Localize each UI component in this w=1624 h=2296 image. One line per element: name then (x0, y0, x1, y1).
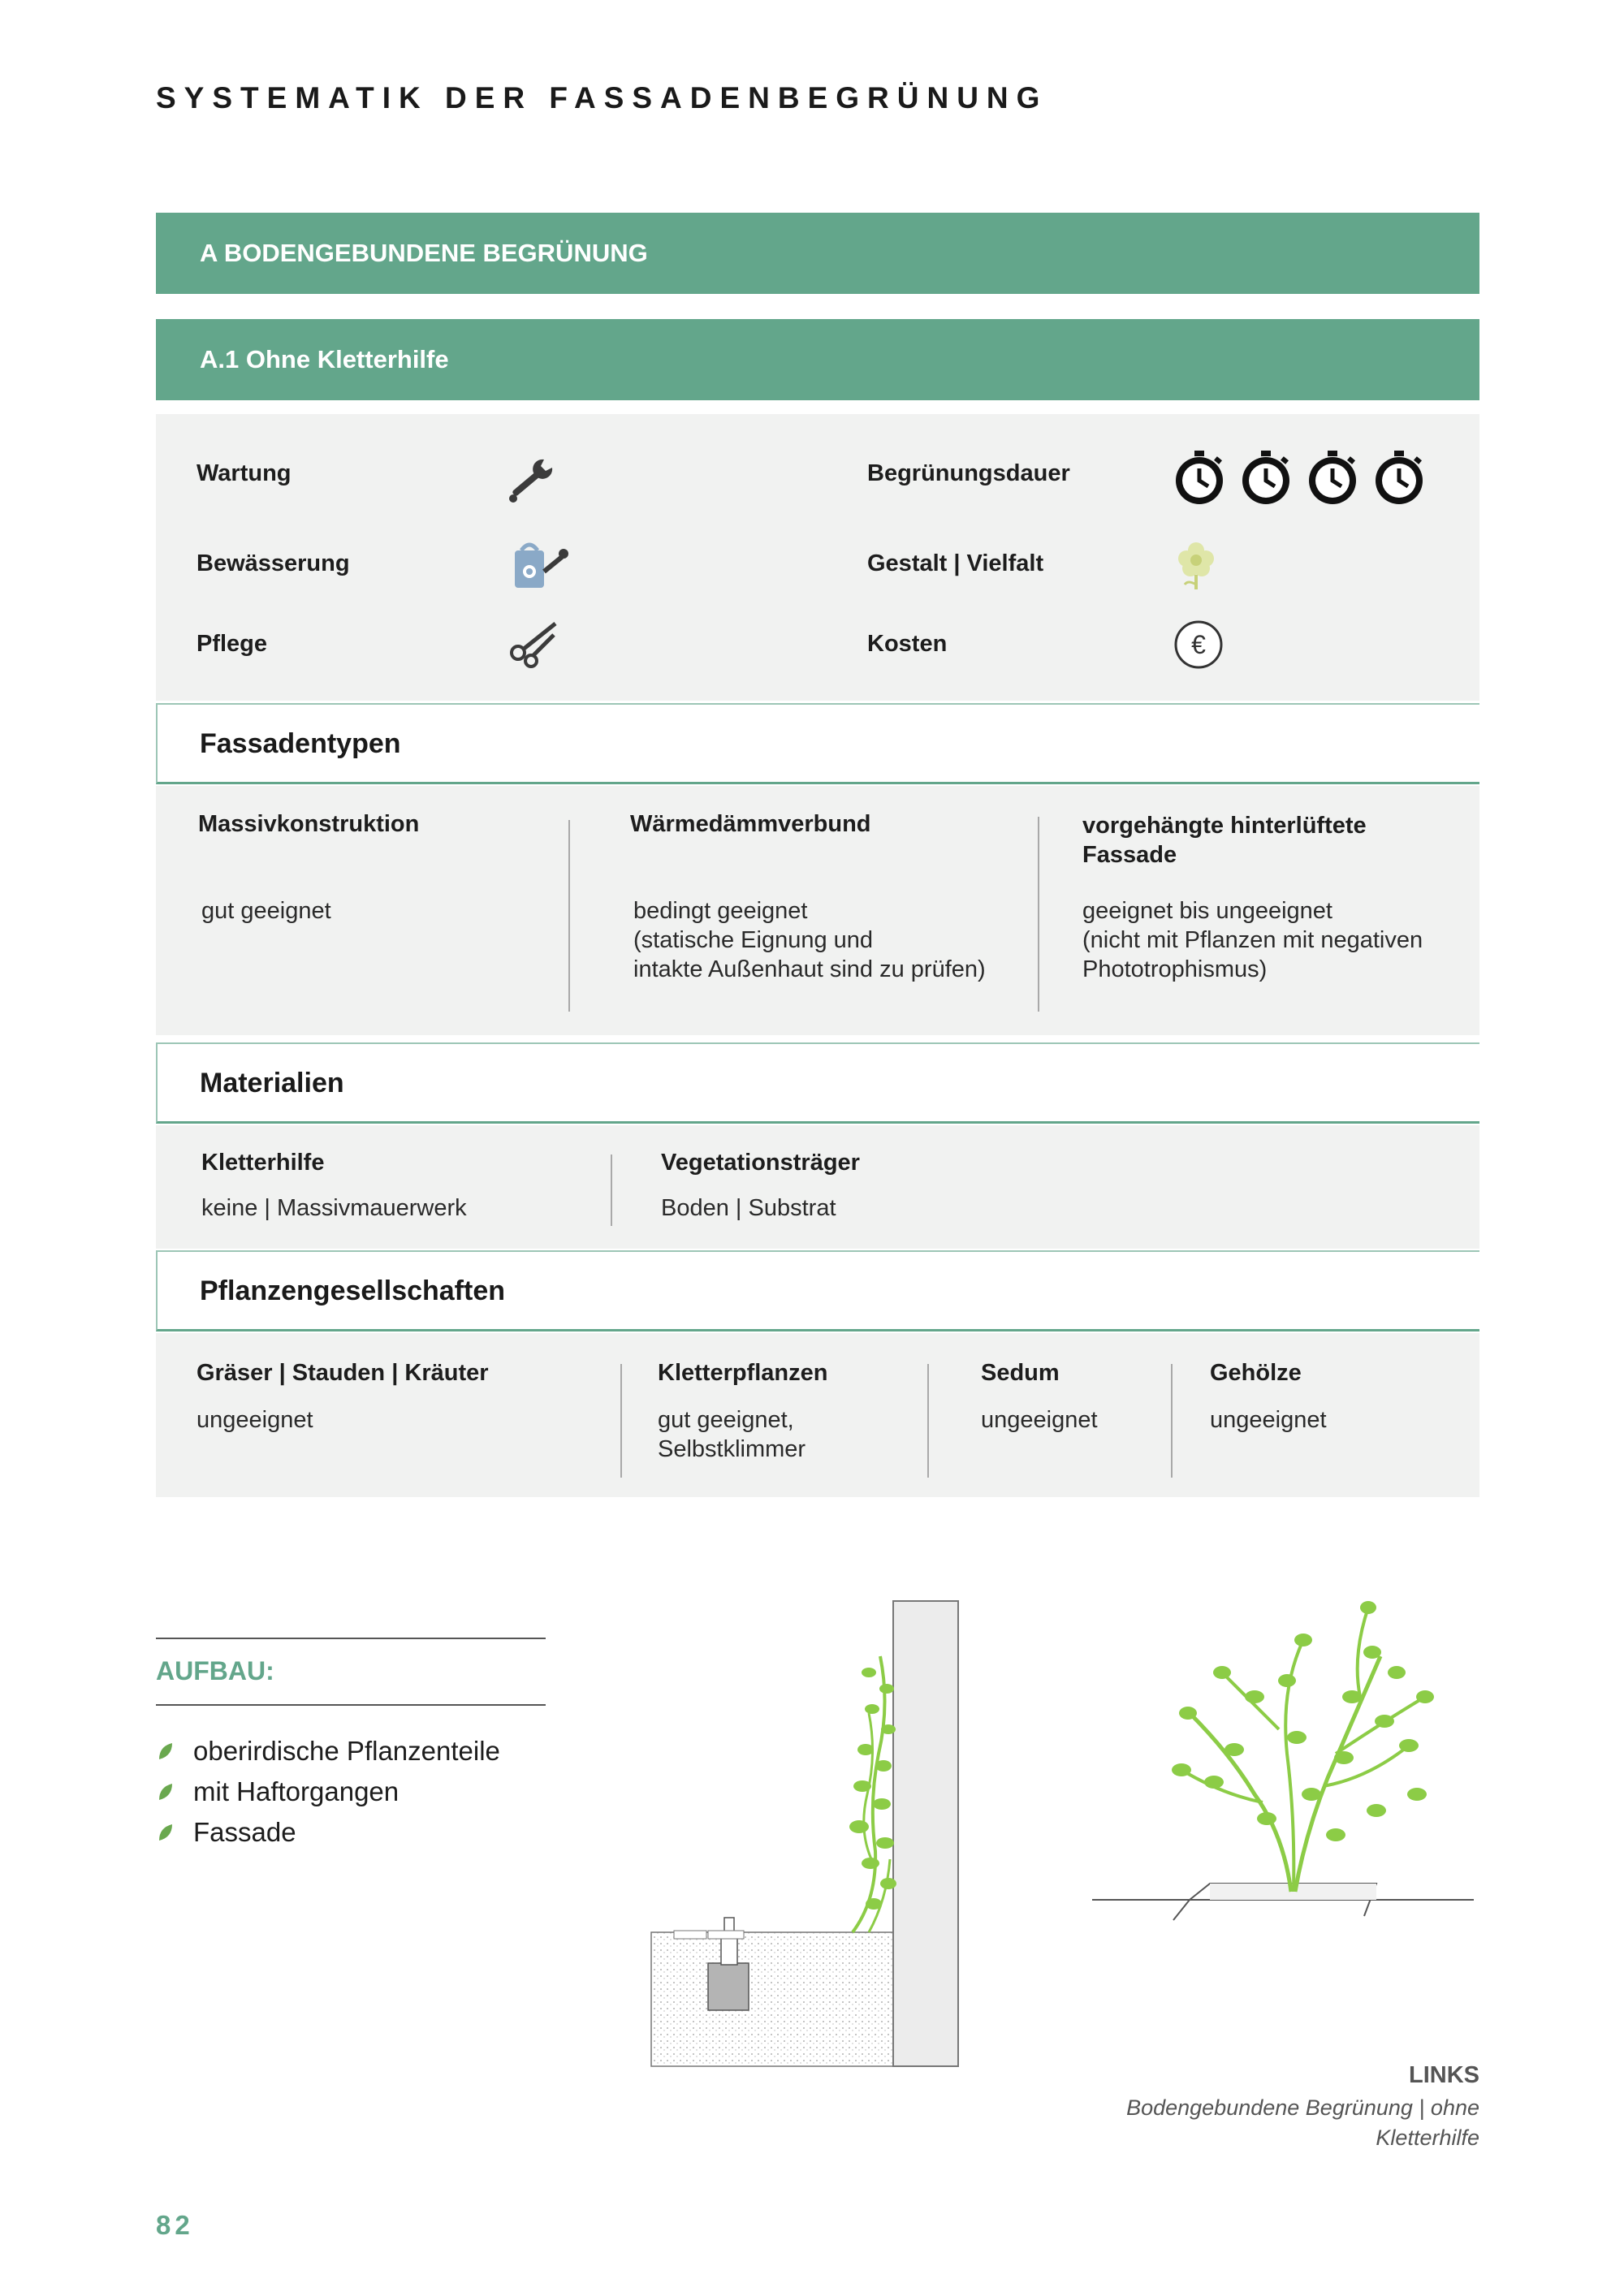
section-title-band: A BODENGEBUNDENE BEGRÜNUNG (156, 213, 1479, 294)
fassade-value-wdvs-line: (statische Eignung und (633, 927, 874, 953)
material-value-kletterhilfe: keine | Massivmauerwerk (201, 1195, 467, 1221)
flower-icon (1169, 536, 1223, 594)
rating-label-begruenungsdauer: Begrünungsdauer (867, 460, 1070, 486)
pflanzen-title-kletterpflanzen: Kletterpflanzen (658, 1360, 828, 1386)
leaf-bullet-icon (156, 1774, 174, 1810)
pflanzen-value-kletterpflanzen-line: gut geeignet, (658, 1407, 794, 1433)
pflanzen-title-sedum: Sedum (981, 1360, 1060, 1386)
watering-can-icon (512, 536, 573, 594)
pflanzen-title-graeser: Gräser | Stauden | Kräuter (197, 1360, 489, 1386)
aufbau-item-text: Fassade (193, 1817, 296, 1847)
pflanzen-value-gehoelze: ungeeignet (1210, 1407, 1327, 1433)
column-divider (927, 1364, 929, 1478)
material-title-kletterhilfe: Kletterhilfe (201, 1150, 325, 1176)
pflanzen-title-gehoelze: Gehölze (1210, 1360, 1302, 1386)
rating-label-bewaesserung: Bewässerung (197, 550, 350, 576)
column-divider (611, 1154, 612, 1226)
material-value-vegetationstraeger: Boden | Substrat (661, 1195, 836, 1221)
material-title-vegetationstraeger: Vegetationsträger (661, 1150, 860, 1176)
aufbau-item-text: oberirdische Pflanzenteile (193, 1736, 500, 1766)
fassadentypen-header: Fassadentypen (156, 703, 1479, 784)
page-number: 82 (156, 2210, 194, 2240)
fassade-value-vhf-line: Phototrophismus) (1082, 956, 1268, 982)
column-divider (1171, 1364, 1173, 1478)
caption-line: Kletterhilfe (1376, 2126, 1479, 2150)
fassade-value-massiv: gut geeignet (201, 898, 331, 924)
stopwatch-icon (1372, 449, 1426, 506)
leaf-bullet-icon (156, 1733, 174, 1769)
column-divider (620, 1364, 622, 1478)
fassade-title-wdvs: Wärmedämmverbund (630, 811, 871, 837)
stopwatch-icon (1306, 449, 1359, 506)
stopwatch-icon (1173, 449, 1226, 506)
fassade-value-wdvs-line: intakte Außenhaut sind zu prüfen) (633, 956, 986, 982)
rating-label-wartung: Wartung (197, 460, 292, 486)
leaf-bullet-icon (156, 1815, 174, 1850)
euro-symbol: € (1191, 630, 1206, 659)
caption-line: Bodengebundene Begrünung | ohne (1126, 2095, 1479, 2120)
column-divider (568, 820, 570, 1012)
pflanzen-header: Pflanzengesellschaften (156, 1250, 1479, 1331)
page-title: SYSTEMATIK DER FASSADENBEGRÜNUNG (156, 81, 1048, 114)
fassade-value-vhf-line: geeignet bis ungeeignet (1082, 898, 1332, 924)
aufbau-rule-top (156, 1638, 546, 1639)
aufbau-item (156, 1815, 296, 1850)
section-drawing (633, 1591, 974, 2082)
caption-text (1106, 2093, 1479, 2153)
pflanzen-value-kletterpflanzen-line: Selbstklimmer (658, 1436, 806, 1462)
front-view-drawing (1092, 1591, 1482, 1936)
caption-heading: LINKS (1409, 2062, 1479, 2088)
materialien-header: Materialien (156, 1042, 1479, 1124)
fassade-value-vhf-line: (nicht mit Pflanzen mit negativen (1082, 927, 1423, 953)
stopwatch-row (1173, 449, 1432, 514)
aufbau-item-text: mit Haftorgangen (193, 1776, 400, 1806)
aufbau-item (156, 1733, 500, 1769)
fassade-title-vhf-line: Fassade (1082, 842, 1177, 868)
scissors-icon (508, 619, 565, 669)
pflanzen-value-graeser: ungeeignet (197, 1407, 313, 1433)
wrench-icon (502, 453, 559, 510)
column-divider (1038, 817, 1039, 1012)
fassade-value-wdvs-line: bedingt geeignet (633, 898, 808, 924)
rating-label-gestalt: Gestalt | Vielfalt (867, 550, 1044, 576)
stopwatch-icon (1239, 449, 1293, 506)
euro-icon (1173, 619, 1224, 671)
aufbau-rule-bottom (156, 1704, 546, 1706)
fassade-title-vhf-line: vorgehängte hinterlüftete (1082, 813, 1367, 839)
rating-label-pflege: Pflege (197, 631, 268, 657)
fassade-title-massiv: Massivkonstruktion (198, 811, 420, 837)
rating-label-kosten: Kosten (867, 631, 948, 657)
pflanzen-value-sedum: ungeeignet (981, 1407, 1098, 1433)
aufbau-title: AUFBAU: (156, 1656, 274, 1685)
aufbau-item (156, 1774, 399, 1810)
materialien-panel (156, 1125, 1479, 1249)
subsection-title-band: A.1 Ohne Kletterhilfe (156, 319, 1479, 400)
